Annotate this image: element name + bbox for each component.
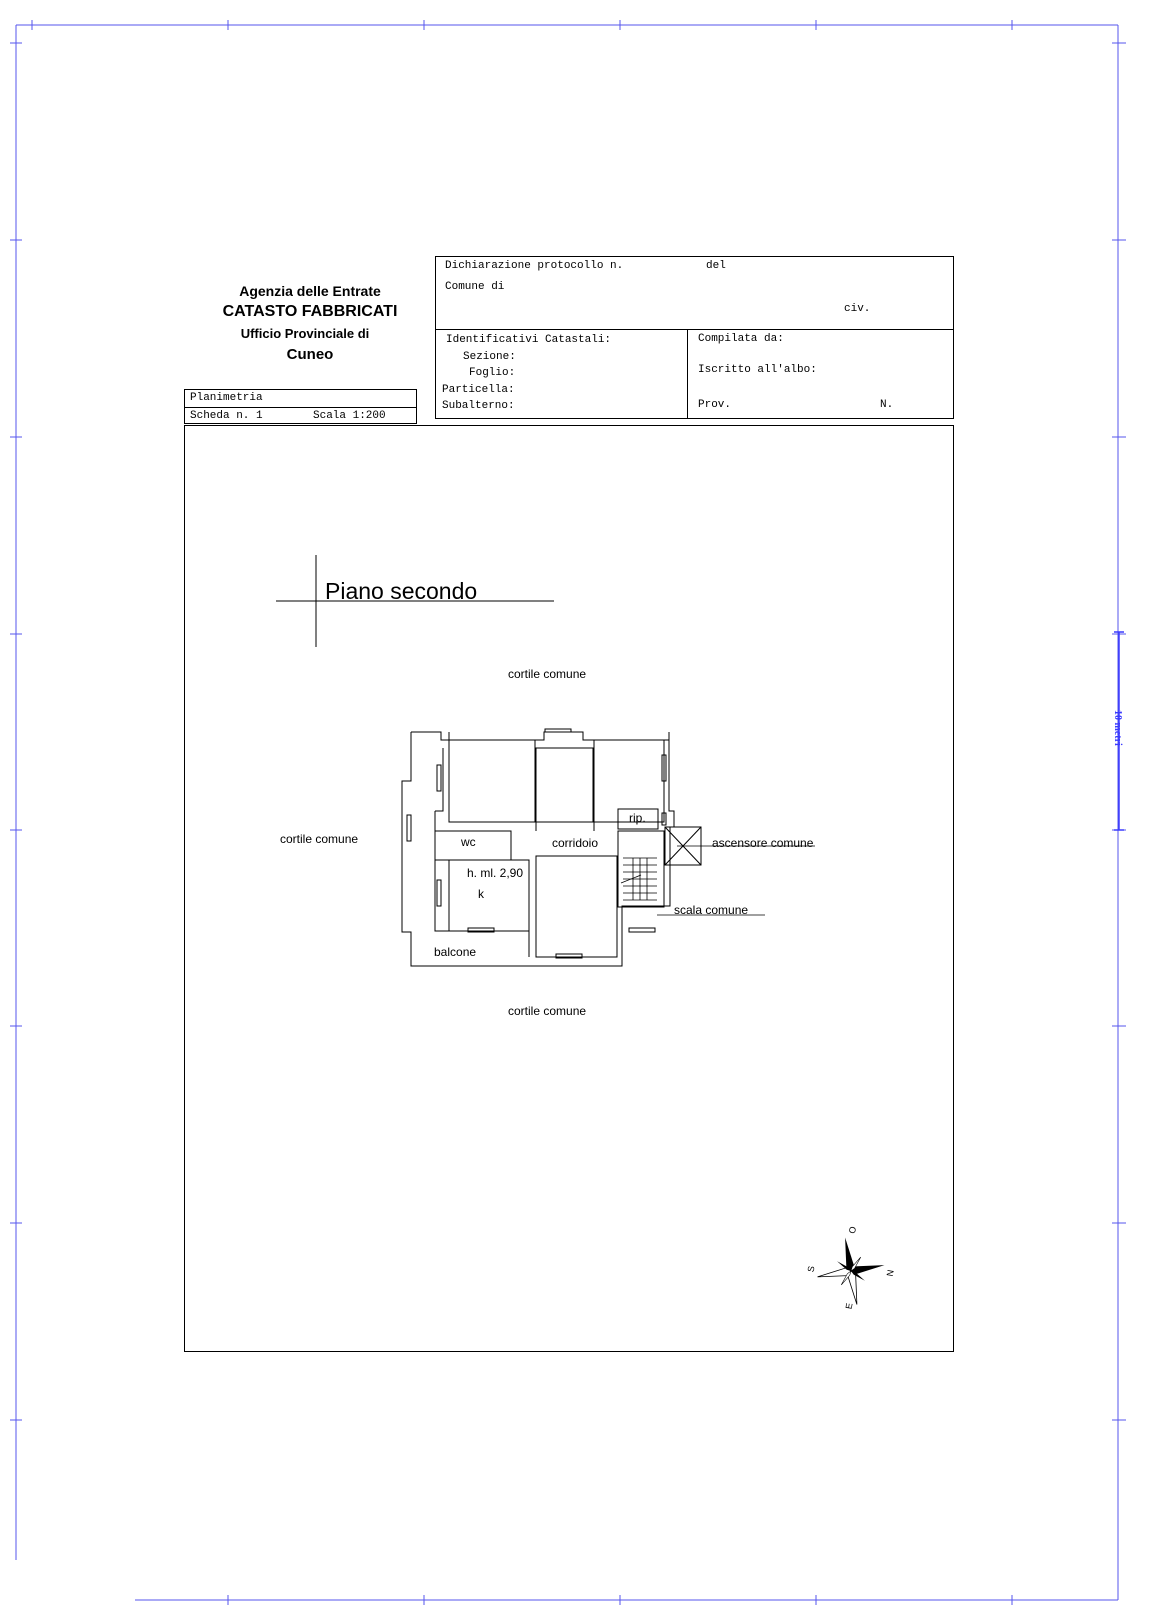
- scheda-label: Scheda n. 1: [190, 410, 263, 422]
- compass-south: S: [805, 1265, 817, 1273]
- ripostiglio-label: rip.: [629, 811, 646, 825]
- kitchen-label: k: [478, 887, 484, 901]
- del-label: del: [706, 260, 726, 272]
- protocollo-label: Dichiarazione protocollo n.: [445, 260, 624, 272]
- iscritto-label: Iscritto all'albo:: [698, 364, 817, 376]
- courtyard-left-label: cortile comune: [280, 832, 359, 846]
- declaration-box: [435, 256, 954, 419]
- agency-name: Agenzia delle Entrate: [239, 283, 381, 299]
- prov-label: Prov.: [698, 399, 732, 411]
- corridoio-label: corridoio: [552, 836, 599, 850]
- balcone-label: balcone: [434, 945, 477, 959]
- courtyard-top-label: cortile comune: [508, 667, 587, 681]
- compilata-label: Compilata da:: [698, 333, 784, 345]
- height-label: h. ml. 2,90: [467, 866, 524, 880]
- comune-label: Comune di: [445, 281, 505, 293]
- floor-title: Piano secondo: [325, 578, 478, 604]
- scala-comune-label: scala comune: [674, 903, 749, 917]
- civ-label: civ.: [844, 303, 871, 315]
- scala-label: Scala 1:200: [313, 410, 386, 422]
- foglio-label: Foglio:: [469, 367, 516, 379]
- catasto-title: CATASTO FABBRICATI: [222, 303, 398, 320]
- floor-plan: [395, 725, 825, 975]
- compass-rose: [805, 1225, 895, 1315]
- planimetria-box: [184, 389, 417, 424]
- scale-bar-label: 10 metri: [1112, 710, 1123, 746]
- subalterno-label: Subalterno:: [442, 400, 515, 412]
- planimetria-label: Planimetria: [190, 392, 263, 404]
- compass-east: E: [843, 1302, 855, 1310]
- n-label: N.: [880, 399, 894, 411]
- compass-north: N: [884, 1268, 896, 1278]
- city-name: Cuneo: [286, 346, 334, 363]
- courtyard-bottom-label: cortile comune: [508, 1004, 587, 1018]
- particella-label: Particella:: [442, 384, 515, 396]
- compass-west: O: [846, 1225, 859, 1235]
- ufficio-label: Ufficio Provinciale di: [240, 326, 370, 341]
- wc-label: wc: [461, 835, 476, 849]
- sezione-label: Sezione:: [463, 351, 516, 363]
- ascensore-label: ascensore comune: [712, 836, 814, 850]
- identificativi-label: Identificativi Catastali:: [446, 334, 612, 346]
